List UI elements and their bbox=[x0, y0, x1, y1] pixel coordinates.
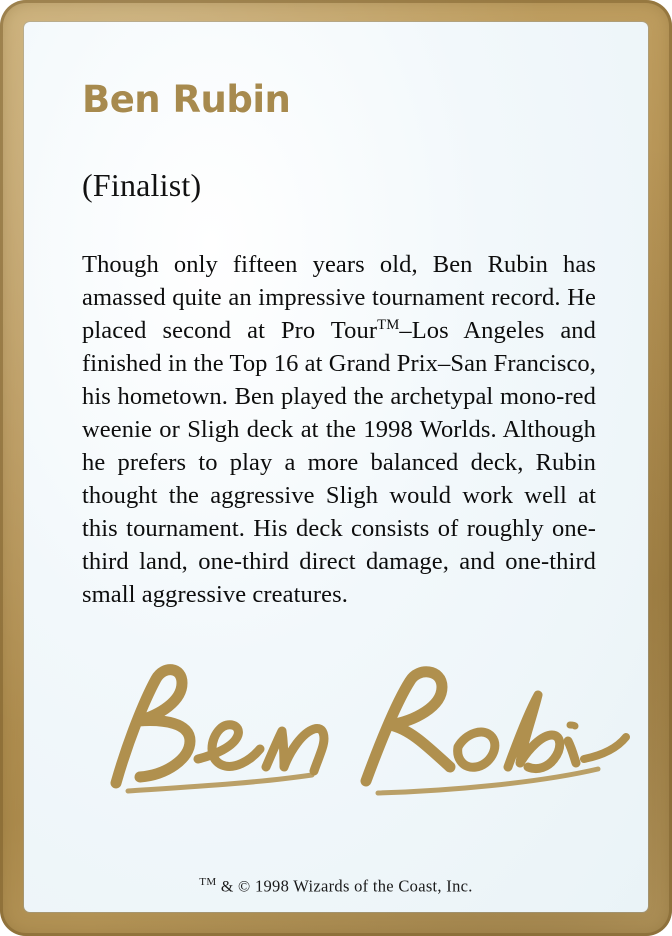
copyright-ampersand: & bbox=[220, 878, 234, 895]
card-face bbox=[24, 22, 648, 912]
card-subtitle: (Finalist) bbox=[82, 167, 202, 203]
body-part-2: –Los Angeles and finished in the Top 16 at Grand Prix–San Francisco, his hometown. Ben played the archetypal mono-red weenie or Sligh deck at the 1998 Worlds. Although he prefers to play a more balanced deck, Rubin thought the aggressive Sligh would work well at this tournament. His deck consists of roughly one-third land, one-third direct damage, and one-third small aggressive creatures. bbox=[82, 317, 596, 608]
copyright-symbol: © bbox=[238, 878, 251, 895]
card-body-text bbox=[82, 248, 602, 611]
signature-area bbox=[70, 629, 602, 876]
copyright-line bbox=[70, 876, 602, 913]
copyright-text: 1998 Wizards of the Coast, Inc. bbox=[254, 876, 473, 895]
signature-ben-rubin bbox=[98, 663, 618, 803]
body-part-1: Though only fifteen years old, Ben Rubin has amassed quite an impressive tournament record. He placed second at Pro Tour bbox=[82, 251, 596, 344]
trademark-symbol: TM bbox=[377, 316, 400, 333]
page-title: Ben Rubin bbox=[82, 78, 291, 121]
copyright-tm: TM bbox=[199, 875, 217, 888]
